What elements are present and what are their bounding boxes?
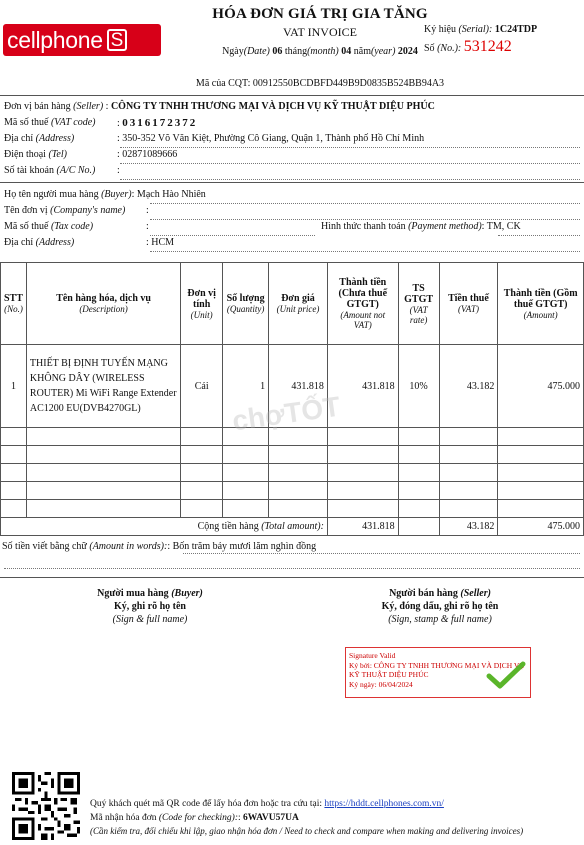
qr-code-icon (12, 772, 80, 840)
buyer-company-row: Tên đơn vị (Company's name) : (4, 205, 149, 216)
col-unit-price: Đơn giá (Unit price) (269, 263, 328, 345)
dotted-line (498, 235, 580, 236)
footer-note: (Cần kiểm tra, đối chiếu khi lập, giao nhận hóa đơn / Need to check and compare when making and delivering invoices) (90, 826, 524, 836)
table-header-row (1, 263, 584, 345)
invoice-subtitle: VAT INVOICE (283, 25, 357, 39)
seller-tax: 0316172372 (122, 117, 198, 129)
seller-account-row: Số tài khoản (A/C No.) : (4, 165, 120, 176)
amount-in-words: Số tiền viết bằng chữ (Amount in words):: Bốn trăm bảy mươi lăm nghìn đồng (2, 541, 317, 552)
dotted-line (120, 163, 580, 164)
dotted-line (120, 147, 580, 148)
total-vat: 43.182 (439, 518, 498, 536)
dotted-line (4, 568, 580, 569)
table-row: 1 THIẾT BỊ ĐỊNH TUYẾN MẠNG KHÔNG DÂY (WIRELESS ROUTER) Mi WiFi Range Extender AC1200 EU(DVB4270GL) Cái 1 431.818 431.818 10% 43.182 475.000 (1, 345, 584, 428)
buyer-name-row: Họ tên người mua hàng (Buyer): Mạch Hào Nhiên (4, 189, 206, 200)
seller-phone-row: Điện thoại (Tel) : 02871089666 (4, 149, 178, 160)
empty-row (1, 464, 584, 482)
total-row: Cộng tiền hàng (Total amount): 431.818 43.182 475.000 (1, 518, 584, 536)
divider (0, 577, 584, 578)
dotted-line (150, 235, 315, 236)
checking-code: Mã nhận hóa đơn (Code for checking):: 6WAVU57UA (90, 813, 299, 823)
lookup-link[interactable]: https://hddt.cellphones.com.vn/ (324, 799, 444, 809)
seller-tax-row: Mã số thuế (VAT code) : 0316172372 (4, 117, 198, 129)
buyer-signature-block: Người mua hàng (Buyer) Ký, ghi rõ họ tên (Sign & full name) (97, 588, 203, 625)
col-quantity: Số lượng (Quantity) (223, 263, 269, 345)
buyer-tax-row: Mã số thuế (Tax code) : Hình thức thanh toán (Payment method): TM, CK (4, 221, 521, 232)
col-description: Tên hàng hóa, dịch vụ (Description) (26, 263, 180, 345)
buyer-address: HCM (151, 237, 175, 248)
col-amount: Thành tiền (Gồm thuế GTGT) (Amount) (498, 263, 584, 345)
col-unit: Đơn vị tính (Unit) (181, 263, 223, 345)
logo-text: cellphone (7, 27, 103, 53)
seller-phone: 02871089666 (122, 149, 178, 160)
divider (0, 95, 584, 96)
divider (0, 182, 584, 183)
col-amount-not-vat: Thành tiền (Chưa thuế GTGT) (Amount not VAT) (327, 263, 398, 345)
dotted-line (150, 251, 580, 252)
col-no: STT (No.) (1, 263, 27, 345)
total-total: 475.000 (498, 518, 584, 536)
logo-letter: S (107, 29, 127, 51)
checkmark-icon (486, 661, 526, 689)
invoice-number: Số (No.): 531242 (424, 38, 512, 55)
payment-method: TM, CK (486, 221, 521, 232)
buyer-address-row: Địa chỉ (Address) : HCM (4, 237, 175, 248)
invoice-date: Ngày(Date) 06 tháng(month) 04 năm(year) 2024 (222, 46, 418, 57)
empty-row (1, 482, 584, 500)
empty-row (1, 428, 584, 446)
amount-words-value: Bốn trăm bảy mươi lăm nghìn đồng (172, 541, 317, 552)
invoice-title: HÓA ĐƠN GIÁ TRỊ GIA TĂNG (212, 6, 428, 22)
dotted-line (150, 203, 580, 204)
dotted-line (183, 553, 580, 554)
empty-row (1, 500, 584, 518)
checking-code-value: 6WAVU57UA (243, 813, 299, 823)
company-logo (3, 24, 161, 56)
empty-row (1, 446, 584, 464)
seller-address-row: Địa chỉ (Address) : 350-352 Võ Văn Kiệt, Phường Cô Giang, Quận 1, Thành phố Hồ Chí Minh (4, 133, 425, 144)
total-amount: 431.818 (327, 518, 398, 536)
digital-signature-stamp: Signature Valid Ký bởi: CÔNG TY TNHH THƯƠNG MẠI VÀ DỊCH VỤ KỸ THUẬT DIỆU PHÚC Ký ngày: 06/04/2024 (345, 647, 531, 698)
seller-name: CÔNG TY TNHH THƯƠNG MẠI VÀ DỊCH VỤ KỸ THUẬT DIỆU PHÚC (110, 101, 435, 112)
dotted-line (150, 219, 580, 220)
serial: Ký hiệu (Serial): 1C24TDP (424, 24, 538, 35)
seller-name-row: Đơn vị bán hàng (Seller) : CÔNG TY TNHH THƯƠNG MẠI VÀ DỊCH VỤ KỸ THUẬT DIỆU PHÚC (4, 101, 435, 112)
buyer-name: Mạch Hào Nhiên (136, 189, 206, 200)
seller-signature-block: Người bán hàng (Seller) Ký, đóng dấu, ghi rõ họ tên (Sign, stamp & full name) (381, 588, 499, 625)
cqt-code: Mã của CQT: 00912550BCDBFD449B9D0835B524BB94A3 (195, 78, 445, 89)
watermark: chợTỐT (230, 390, 343, 437)
col-vat-rate: TS GTGT (VAT rate) (398, 263, 439, 345)
seller-address: 350-352 Võ Văn Kiệt, Phường Cô Giang, Quận 1, Thành phố Hồ Chí Minh (122, 133, 425, 144)
qr-instructions: Quý khách quét mã QR code để lấy hóa đơn hoặc tra cứu tại: https://hddt.cellphones.com.vn/ (90, 799, 444, 809)
col-vat: Tiền thuế (VAT) (439, 263, 498, 345)
dotted-line (120, 179, 580, 180)
